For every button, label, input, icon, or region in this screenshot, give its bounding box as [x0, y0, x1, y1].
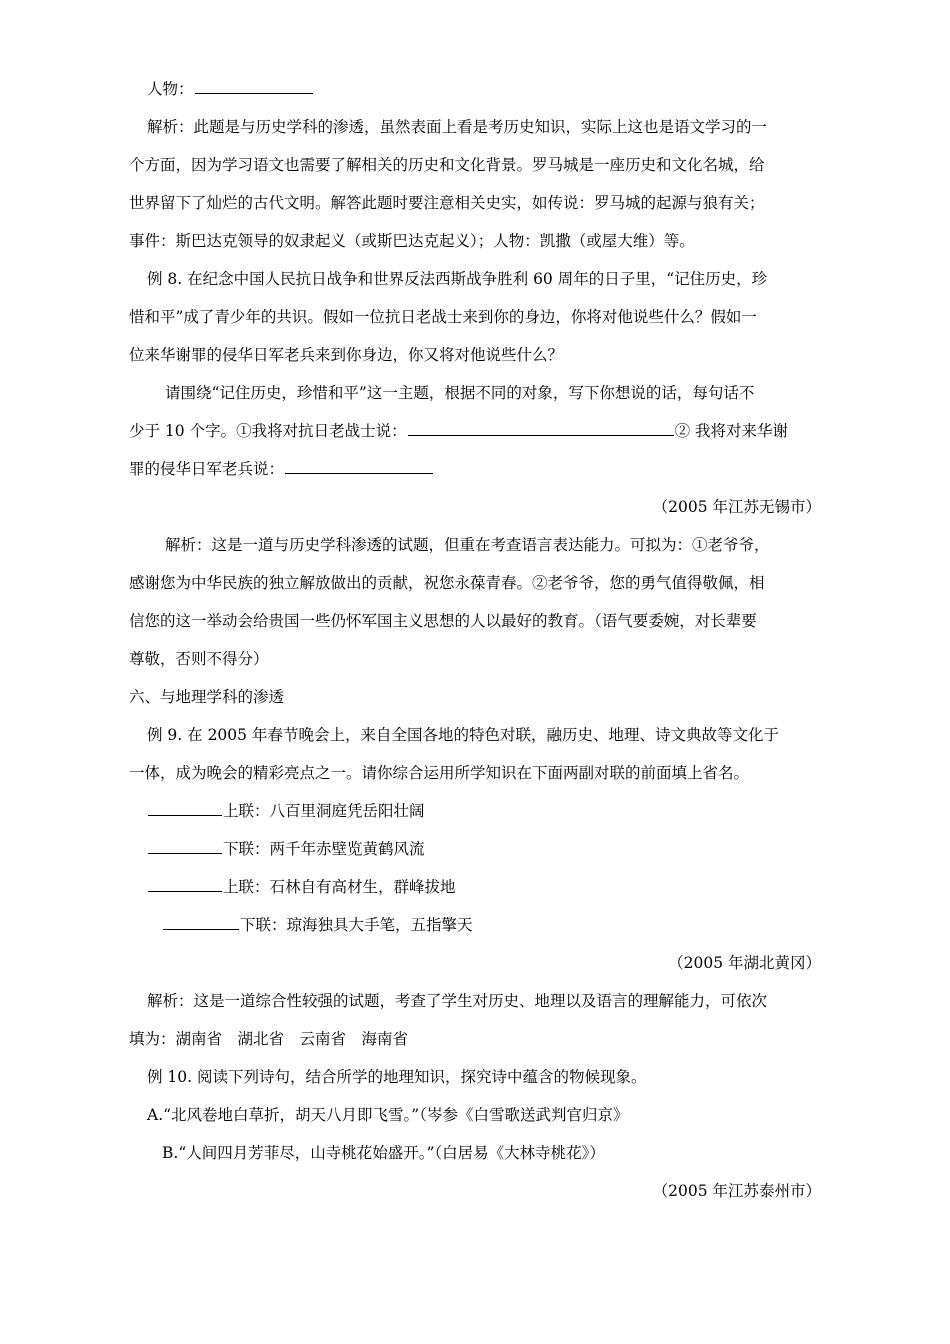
answer-blank [148, 890, 222, 892]
text-line: 尊敬，否则不得分） [129, 650, 269, 668]
text-line: 惜和平”成了青少年的共识。假如一位抗日老战士来到你的身边，你将对他说些什么？假如一 [129, 308, 757, 326]
text-line: 填为：湖南省 湖北省 云南省 海南省 [129, 1030, 409, 1048]
text-line: 信您的这一举动会给贵国一些仍怀军国主义思想的人以最好的教育。（语气要委婉，对长辈要 [129, 612, 757, 630]
answer-blank [285, 472, 433, 474]
text-line: 一体，成为晚会的精彩亮点之一。请你综合运用所学知识在下面两副对联的前面填上省名。 [129, 764, 750, 782]
section-heading: 六、与地理学科的渗透 [129, 688, 285, 706]
text-line: 例 8. 在纪念中国人民抗日战争和世界反法西斯战争胜利 60 周年的日子里，“记住历史，珍 [147, 270, 768, 288]
document-page [129, 70, 821, 1210]
source-note: （2005 年湖北黄冈） [668, 954, 821, 972]
answer-blank [148, 814, 222, 816]
text-line: 感谢您为中华民族的独立解放做出的贡献，祝您永葆青春。②老爷爷，您的勇气值得敬佩，相 [129, 574, 765, 592]
answer-blank [408, 434, 674, 436]
text-line: 例 9. 在 2005 年春节晚会上，来自全国各地的特色对联，融历史、地理、诗文典故等文化于 [147, 726, 779, 744]
answer-blank [195, 92, 313, 94]
couplet-line: 上联：八百里洞庭凭岳阳壮阔 [129, 792, 821, 830]
text-line: 例 10. 阅读下列诗句，结合所学的地理知识，探究诗中蕴含的物候现象。 [147, 1068, 647, 1086]
text-line: 请围绕“记住历史，珍惜和平”这一主题，根据不同的对象，写下你想说的话，每句话不 [165, 384, 755, 402]
poem-line: A.“北风卷地白草折，胡天八月即飞雪。”（岑参《白雪歌送武判官归京》 [147, 1106, 629, 1124]
couplet-line: 下联：琼海独具大手笔，五指擎天 [129, 906, 821, 944]
source-note: （2005 年江苏无锡市） [652, 498, 821, 516]
text-line: 少于 10 个字。①我将对抗日老战士说： ② 我将对来华谢 [129, 422, 789, 440]
text-line: 世界留下了灿烂的古代文明。解答此题时要注意相关史实，如传说：罗马城的起源与狼有关； [129, 194, 765, 212]
couplet-line: 上联：石林自有高材生，群峰拔地 [129, 868, 821, 906]
answer-blank [148, 852, 222, 854]
text-line: 解析：这是一道与历史学科渗透的试题，但重在考查语言表达能力。可拟为：①老爷爷， [165, 536, 770, 554]
answer-blank [163, 928, 239, 930]
text-line: 事件：斯巴达克领导的奴隶起义（或斯巴达克起义）；人物：凯撒（或屋大维）等。 [129, 232, 695, 250]
text-line: 人物： [129, 70, 821, 108]
source-note: （2005 年江苏泰州市） [652, 1182, 821, 1200]
text-line: 个方面，因为学习语文也需要了解相关的历史和文化背景。罗马城是一座历史和文化名城，给 [129, 156, 765, 174]
text-line: 位来华谢罪的侵华日军老兵来到你身边，你又将对他说些什么？ [129, 346, 564, 364]
text-line: 解析：此题是与历史学科的渗透，虽然表面上看是考历史知识，实际上这也是语文学习的一 [147, 118, 768, 136]
text-line: 罪的侵华日军老兵说： [129, 450, 821, 488]
poem-line: B.“人间四月芳菲尽，山寺桃花始盛开。”（白居易《大林寺桃花》） [162, 1144, 605, 1162]
couplet-line: 下联：两千年赤壁览黄鹤风流 [129, 830, 821, 868]
text-line: 解析：这是一道综合性较强的试题，考查了学生对历史、地理以及语言的理解能力，可依次 [147, 992, 768, 1010]
